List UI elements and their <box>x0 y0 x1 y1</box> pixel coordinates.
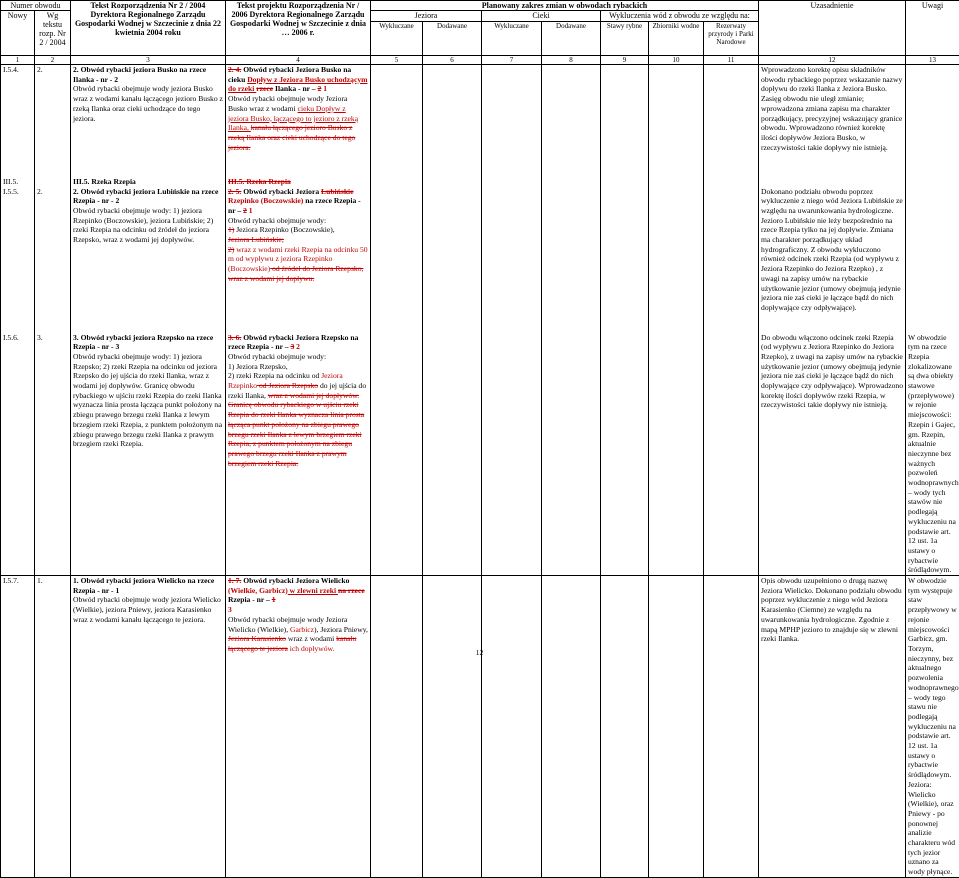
row-regulation-text: 2. Obwód rybacki jeziora Lubińskie na rzece Rzepia - nr - 2 Obwód rybacki obejmuje wody: 1) jeziora Rzepinko (Boczowskie), jeziora Lubińskie; 2) rzeki Rzepia na odcinku od źródeł do jeziora Rzepsko, wraz z wodami jej dopływów. <box>71 187 226 333</box>
header-fish-ponds: Stawy rybne <box>601 22 649 56</box>
row-new-number: I.5.4. <box>1 65 35 177</box>
row-regulation-title: 2. Obwód rybacki jeziora Busko na rzece Ilanka - nr - 2 <box>73 65 206 84</box>
header-justification: Uzasadnienie <box>759 1 906 56</box>
header-notes: Uwagi <box>906 1 959 56</box>
header-reserves: Rezerwaty przyrody i Parki Narodowe <box>704 22 759 56</box>
row-old-number: 3. <box>35 333 71 576</box>
row-notes: W obwodzie tym występuje staw przepływowy w rejonie miejscowości Garbicz, gm. Torzym, nieczynny, bez aktualnego pozwolenia wodnoprawnego – wody tego stawu nie podlegają wykluczeniu na podstawie art. 12 ust. 1a ustawy o rybactwie śródlądowym. Jeziora: Wielicko (Wielkie), oraz Pniewy - po ponownej analizie charakteru wód tych jezior uznano za wody płynące. <box>906 576 959 878</box>
col-number: 1 <box>1 56 35 65</box>
col-number: 9 <box>601 56 649 65</box>
row-justification: Do obwodu włączono odcinek rzeki Rzepia (od wypływu z Jeziora Rzepinko do Jeziora Rzepko), z uwagi na zapisy umów na rybackie użytkowanie jezior (umowy obejmują jedynie jeziora nie zaś cieki je łączące bądź do nich dopływające czy odpływające). Wprowadzono korektę ilości dopływów rzeki Rzepia, w rzeczywistości takie dopływy nie istnieją. <box>759 333 906 576</box>
header-new: Nowy <box>1 11 35 56</box>
row-new-number: I.5.7. <box>1 576 35 878</box>
row-justification: Wprowadzono korektę opisu składników obwodu rybackiego poprzez wskazanie nazwy dopływu do rzeki Ilanka z Jeziora Busko. Zasięg obwodu nie uległ zmianie; wprowadzona zmiana zapisu ma charakter porządkujący, precyzyjnej wskazujący granice obwodu. Wprowadzono również korektę ilości dopływów Jeziora Busko, w rzeczywistości takie dopływy nie istnieją. <box>759 65 906 177</box>
row-regulation-text: 1. Obwód rybacki jeziora Wielicko na rzece Rzepia - nr - 1 Obwód rybacki obejmuje wody jeziora Wielicko (Wielkie), jeziora Pniewy, jeziora Karasienko wraz z wodami kanału łączącego te jeziora. <box>71 576 226 878</box>
col-number: 6 <box>423 56 482 65</box>
page-number: 12 <box>476 648 484 657</box>
col-number: 8 <box>542 56 601 65</box>
row-project-text: 2. 5. Obwód rybacki Jeziora Lubińskie Rzepinko (Boczowskie) na rzece Rzepia - nr – 2 1 Obwód rybacki obejmuje wody: 1) Jeziora Rzepinko (Boczowskie), Jeziora Lubińskie; 2) wraz z wodami rzeki Rzepia na odcinku 50 m od wypływu z jeziora Rzepinko (Boczowskie) od źródeł do Jeziora Rzepsko, wraz z wodami jej dopływu. <box>226 187 371 333</box>
row-new-number: I.5.6. <box>1 333 35 576</box>
row-regulation-body: Obwód rybacki obejmuje wody jeziora Busko wraz z wodami kanału łączącego jezioro Busko z rzeką Ilanka oraz cieki uchodzące do tego jeziora. <box>73 84 223 123</box>
row-regulation-text: 3. Obwód rybacki jeziora Rzepsko na rzece Rzepia - nr - 3 Obwód rybacki obejmuje wody: 1) jeziora Rzepsko; 2) rzeki Rzepia na odcinku od jeziora Rzepsko do jej ujścia do rzeki Ilanka, wraz z wodami jej dopływów. Granicę obwodu rybackiego w ujściu rzeki Rzepia do rzeki Ilanka wyznacza linia prosta łącząca punkt położony na zbiegu prawego brzegu rzeki Ilanka z lewym brzegiem rzeki Rzepia, z punktem położonym na zbiegu prawego brzegu rzeki Ilanka z prawym brzegiem rzeki Rzepia. <box>71 333 226 576</box>
page-footer <box>0 648 959 657</box>
row-old-number: 1. <box>35 576 71 878</box>
row-old-number: 2. <box>35 65 71 177</box>
col-number: 3 <box>71 56 226 65</box>
row-justification: Dokonano podziału obwodu poprzez wykluczenie z niego wód Jeziora Lubińskie ze względu na uwarunkowania hydrologiczne. Jezioro Lubińskie nie leży bezpośrednio na rzece Rzepia tylko na jej dopływie. Zmiana ma charakter porządkujący układ hydrograficzny. Z obwodu wykluczono również odcinek rzeki Rzepia (od wypływu z Jeziora Rzepinko do Jeziora Rzepko) , z uwagi na zapisy umów na rybackie użytkowanie jezior (umowy obejmują jedynie jeziora nie zaś cieki je łączące bądź do nich dopływające czy odpływające). <box>759 187 906 333</box>
col-number: 7 <box>482 56 542 65</box>
col-number: 13 <box>906 56 959 65</box>
header-planned-changes: Planowany zakres zmian w obwodach rybackich <box>371 1 759 11</box>
header-lakes-excluded: Wykluczane <box>371 22 423 56</box>
col-number: 12 <box>759 56 906 65</box>
header-project-text: Tekst projektu Rozporządzenia Nr / 2006 Dyrektora Regionalnego Zarządu Gospodarki Wodnej w Szczecinie z dnia … 2006 r. <box>226 1 371 56</box>
section-number: III.5. <box>1 177 35 187</box>
row-justification: Opis obwodu uzupełniono o drugą nazwę Jeziora Wielicko. Dokonano podziału obwodu poprzez wykluczenie z niego wód Jeziora Karasienko (Ciemne) ze względu na uwarunkowania hydrologiczne. Zgodnie z mapą MPHP jezioro to znajduje się w zlewni rzeki Ilanka. <box>759 576 906 878</box>
header-streams-added: Dodawane <box>542 22 601 56</box>
col-number: 11 <box>704 56 759 65</box>
header-regulation-text: Tekst Rozporządzenia Nr 2 / 2004 Dyrektora Regionalnego Zarządu Gospodarki Wodnej w Szczecinie z dnia 22 kwietnia 2004 roku <box>71 1 226 56</box>
row-old-number: 2. <box>35 187 71 333</box>
header-streams: Cieki <box>482 11 601 22</box>
table-row <box>1 177 959 187</box>
row-project-text: 1. 7. Obwód rybacki Jeziora Wielicko (Wielkie, Garbicz) w zlewni rzeki na rzece Rzepia - nr – 1 3 Obwód rybacki obejmuje wody Jeziora Wielicko (Wielkie), Garbicz), Jeziora Pniewy, Jeziora Karasienko wraz z wodami kanału łączącego te jeziora ich dopływów. <box>226 576 371 878</box>
section-title-project: III.5. Rzeka Rzepia <box>226 177 371 187</box>
section-title: III.5. Rzeka Rzepia <box>71 177 226 187</box>
row-regulation-text <box>71 65 226 177</box>
col-number: 2 <box>35 56 71 65</box>
header-reservoirs: Zbiorniki wodne <box>649 22 704 56</box>
row-project-text: 3. 6. Obwód rybacki Jeziora Rzepsko na rzece Rzepia - nr – 3 2 Obwód rybacki obejmuje wody: 1) Jeziora Rzepsko, 2) rzeki Rzepia na odcinku od Jeziora Rzepinko od Jeziora Rzepsko do jej ujścia do rzeki Ilanka, wraz z wodami jej dopływów. Granicę obwodu rybackiego w ujściu rzeki Rzepia do rzeki Ilanka wyznacza linia prosta łącząca punkt położony na zbiegu prawego brzegu rzeki Ilanka z lewym brzegiem rzeki Rzepia, z punktem położonym na zbiegu prawego brzegu rzeki Ilanka z prawym brzegiem rzeki Rzepia. <box>226 333 371 576</box>
table-row <box>1 333 959 576</box>
col-number: 4 <box>226 56 371 65</box>
table-row <box>1 576 959 878</box>
header-lakes-added: Dodawane <box>423 22 482 56</box>
col-number: 5 <box>371 56 423 65</box>
header-streams-excluded: Wykluczane <box>482 22 542 56</box>
table-row <box>1 65 959 177</box>
row-project-text: 2. 4. Obwód rybacki Jeziora Busko na cieku Dopływ z Jeziora Busko uchodzącym do rzeki rzece Ilanka - nr – 2 1 Obwód rybacki obejmuje wody Jeziora Busko wraz z wodami cieku Dopływ z jeziora Busko, łączącego to jezioro z rzeką Ilanka, kanału łączącego jezioro Busko z rzeką Ilanka oraz cieki uchodzące do tego jeziora. <box>226 65 371 177</box>
header-lakes: Jeziora <box>371 11 482 22</box>
row-notes: W obwodzie tym na rzece Rzepia zlokalizowane są dwa obiekty stawowe (przepływowe) w rejonie miejscowości: Rzepin i Gajec, gm. Rzepin, aktualnie nieczynne bez ważnych pozwoleń wodnoprawnych – wody tych stawów nie podlegają wykluczeniu na podstawie art. 12 ust. 1a ustawy o rybactwie śródlądowym. <box>906 333 959 576</box>
table-row <box>1 187 959 333</box>
row-new-number: I.5.5. <box>1 187 35 333</box>
header-circuit-number: Numer obwodu <box>1 1 71 11</box>
col-number: 10 <box>649 56 704 65</box>
header-exclusions: Wykluczenia wód z obwodu ze względu na: <box>601 11 759 22</box>
header-by-regulation: Wg tekstu rozp. Nr 2 / 2004 <box>35 11 71 56</box>
